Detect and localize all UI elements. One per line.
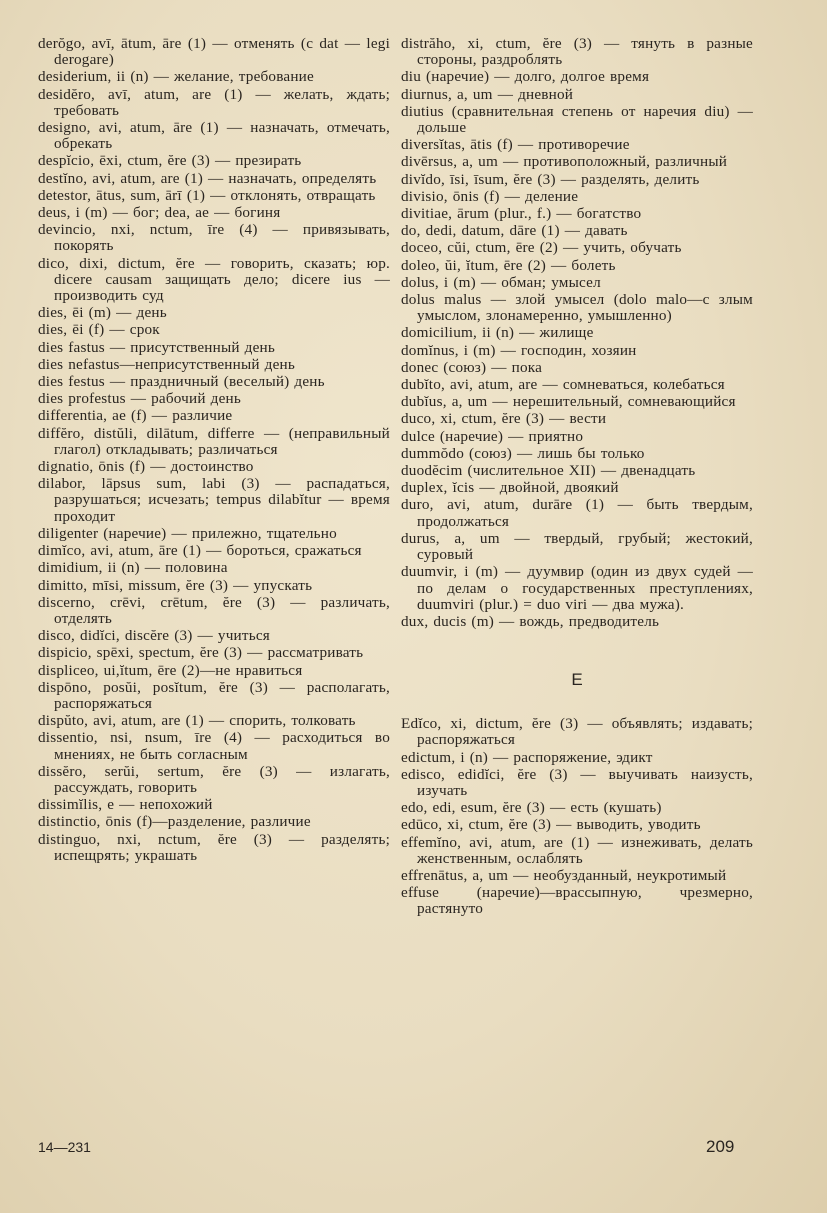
dictionary-entry: diversĭtas, ātis (f) — противоречие [401,136,630,154]
dictionary-entry: despĭcio, ēxi, ctum, ĕre (3) — презирать [38,152,302,170]
dictionary-entry: doleo, ŭi, ĭtum, ēre (2) — болеть [401,256,616,274]
dictionary-entry: doceo, cŭi, ctum, ēre (2) — учить, обучать [401,239,682,257]
dictionary-entry: dies nefastus—неприсутственный день [38,355,295,373]
printer-signature: 14—231 [38,1139,91,1155]
dictionary-entry: dimĭco, avi, atum, āre (1) — бороться, сражаться [38,542,362,560]
dictionary-entry: distinctio, ōnis (f)—разделение, различие [38,813,311,831]
dictionary-entry: devincio, nxi, nctum, īre (4) — привязывать, покорять [38,221,390,255]
dictionary-entry: dubĭus, a, um — нерешительный, сомневающийся [401,393,736,411]
left-column [38,36,390,865]
dictionary-entry: diu (наречие) — долго, долгое время [401,68,650,86]
dictionary-entry: duumvir, i (m) — дуумвир (один из двух судей — по делам о государственных преступлениях, duumviri (plur.) = duo viri — два мужа). [401,563,753,613]
dictionary-entry: derŏgo, avī, ātum, āre (1) — отменять (с dat — legi derogare) [38,35,390,69]
dictionary-entry: donec (союз) — пока [401,358,543,376]
dictionary-entry: dies, ēi (m) — день [38,304,167,322]
dictionary-entry: duco, xi, ctum, ĕre (3) — вести [401,410,607,428]
dictionary-entry: edo, edi, esum, ĕre (3) — есть (кушать) [401,799,662,817]
dictionary-entry: dubĭto, avi, atum, are — сомневаться, колебаться [401,376,725,394]
dictionary-entry: durus, a, um — твердый, грубый; жестокий, суровый [401,529,753,564]
dictionary-entry: dissentio, nsi, nsum, īre (4) — расходиться во мнениях, не быть согласным [38,729,390,763]
dictionary-entry: do, dedi, datum, dāre (1) — давать [401,222,628,240]
dictionary-entry: domĭnus, i (m) — господин, хозяин [401,341,637,359]
dictionary-entry: duplex, ĭcis — двойной, двоякий [401,479,619,497]
dictionary-entry: dies, ēi (f) — срок [38,321,160,339]
dictionary-entry: divisio, ōnis (f) — деление [401,187,579,205]
dictionary-entry: effuse (наречие)—врассыпную, чрезмерно, растянуто [401,884,753,918]
dictionary-entry: edictum, i (n) — распоряжение, эдикт [401,748,653,766]
dictionary-entry: dispŭto, avi, atum, are (1) — спорить, толковать [38,712,356,730]
dictionary-entry: divitiae, ārum (plur., f.) — богатство [401,205,642,223]
dictionary-entry: dissimĭlis, e — непохожий [38,796,213,814]
dictionary-entry: duodĕcim (числительное XII) — двенадцать [401,462,696,480]
dictionary-entry: diligenter (наречие) — прилежно, тщательно [38,524,337,542]
dictionary-entry: displiceo, ui,ĭtum, ēre (2)—не нравиться [38,661,303,679]
right-column [401,36,753,919]
section-heading-letter: E [571,670,583,690]
dictionary-entry: dilabor, lāpsus sum, labi (3) — распадаться, разрушаться; исчезать; tempus dilabĭtur — время проходит [38,475,390,525]
dictionary-entry: divĭdo, īsi, īsum, ĕre (3) — разделять, делить [401,170,700,188]
dictionary-entry: dulce (наречие) — приятно [401,427,584,445]
dictionary-entry: dies profestus — рабочий день [38,390,241,408]
dictionary-entry: diurnus, a, um — дневной [401,85,574,103]
dictionary-entry: dispicio, spēxi, spectum, ĕre (3) — рассматривать [38,644,364,662]
dictionary-entry: dignatio, ōnis (f) — достоинство [38,458,254,476]
dictionary-entry: dico, dixi, dictum, ĕre — говорить, сказать; юр. dicere causam защищать дело; dicere ius — производить суд [38,254,390,305]
dictionary-entry: distrăho, xi, ctum, ĕre (3) — тянуть в разные стороны, раздроблять [401,35,753,69]
dictionary-entry: detestor, ātus, sum, ārī (1) — отклонять, отвращать [38,186,376,204]
page-number: 209 [706,1137,735,1156]
dictionary-entry: domicilium, ii (n) — жилище [401,324,594,342]
dictionary-entry: deus, i (m) — бог; dea, ae — богиня [38,204,281,222]
dictionary-entry: disco, didĭci, discĕre (3) — учиться [38,627,270,645]
dictionary-entry: dispōno, posŭi, posĭtum, ĕre (3) — располагать, распоряжаться [38,678,390,712]
dictionary-entry: dies fastus — присутственный день [38,338,275,356]
dictionary-entry: dummŏdo (союз) — лишь бы только [401,444,645,462]
dictionary-entry: edisco, edidĭci, ĕre (3) — выучивать наизусть, изучать [401,765,753,799]
dictionary-entry: dolus malus — злой умысел (dolo malo—с злым умыслом, злонамеренно, умышленно) [401,291,753,325]
dictionary-entry: desiderium, ii (n) — желание, требование [38,68,314,86]
dictionary-entry: dux, ducis (m) — вождь, предводитель [401,612,660,630]
dictionary-entry: Edĭco, xi, dictum, ĕre (3) — объявлять; издавать; распоряжаться [401,715,753,749]
dictionary-entry: duro, avi, atum, durāre (1) — быть твердым, продолжаться [401,496,753,530]
dictionary-entry: dimidium, ii (n) — половина [38,559,228,577]
dictionary-entry: dies festus — праздничный (веселый) день [38,373,325,391]
dictionary-entry: desidĕro, avī, atum, are (1) — желать, ждать; требовать [38,85,390,119]
dictionary-entry: dimitto, mīsi, missum, ĕre (3) — упускать [38,576,313,594]
dictionary-entry: diutius (сравнительная степень от наречия diu) — дольше [401,102,753,137]
dictionary-entry: discerno, crēvi, crētum, ĕre (3) — различать, отделять [38,593,390,627]
dictionary-entry: divērsus, a, um — противоположный, различный [401,153,728,171]
dictionary-entry: dissĕro, serŭi, sertum, ĕre (3) — излагать, рассуждать, говорить [38,762,390,796]
dictionary-entry: designo, avi, atum, āre (1) — назначать, отмечать, обрекать [38,119,390,153]
dictionary-entry: dolus, i (m) — обман; умысел [401,273,601,291]
dictionary-entry: differentia, ae (f) — различие [38,407,233,425]
dictionary-entry: edūco, xi, ctum, ĕre (3) — выводить, уводить [401,816,701,834]
dictionary-entry: distinguo, nxi, nctum, ĕre (3) — разделять; испещрять; украшать [38,830,390,864]
dictionary-entry: effrenātus, a, um — необузданный, неукротимый [401,866,727,884]
dictionary-entry: diffĕro, distŭli, dilātum, differre — (неправильный глагол) откладывать; различаться [38,424,390,458]
dictionary-entry: effemĭno, avi, atum, are (1) — изнеживать, делать женственным, ослаблять [401,833,753,867]
dictionary-entry: destĭno, avi, atum, are (1) — назначать, определять [38,169,377,187]
